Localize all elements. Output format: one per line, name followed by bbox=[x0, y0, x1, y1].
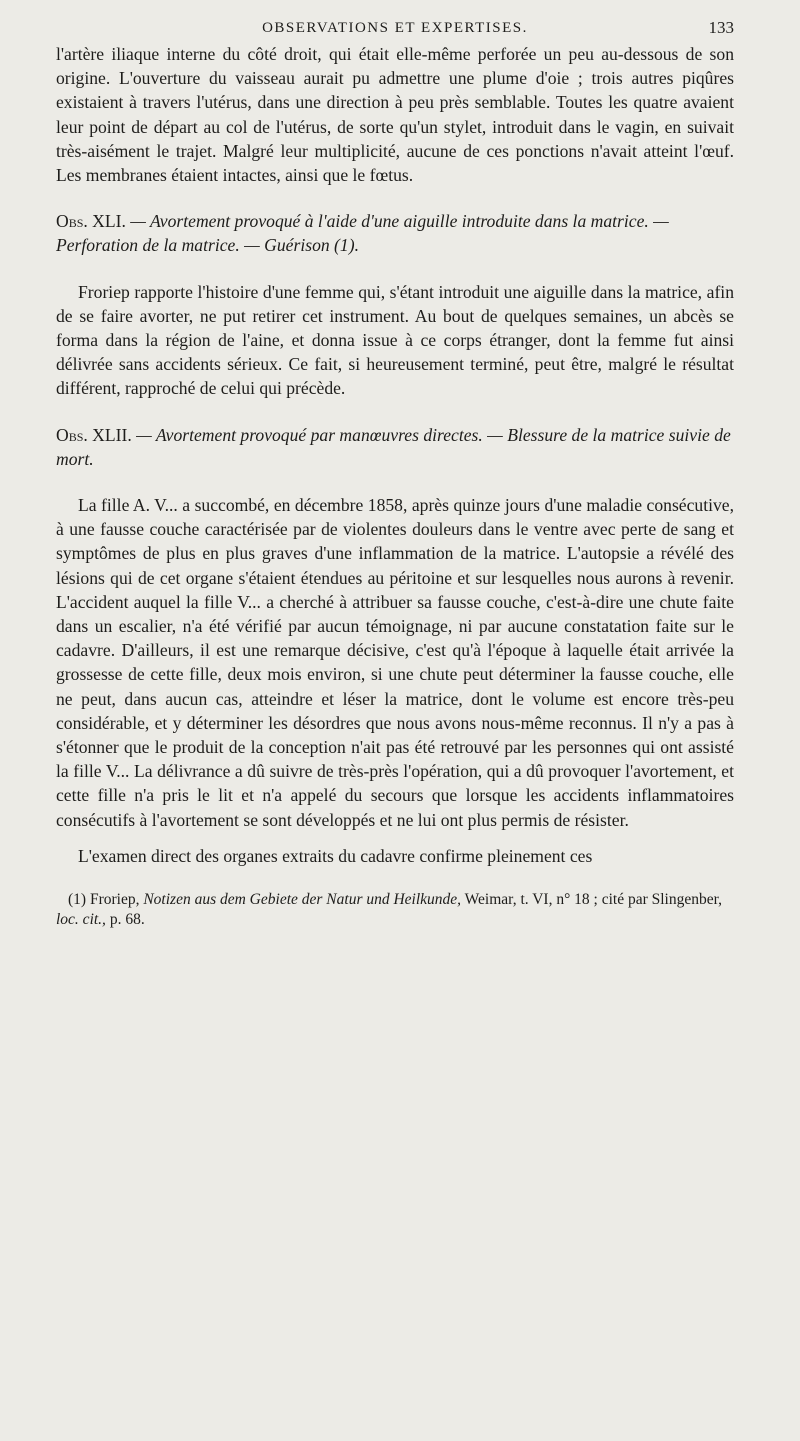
spacer bbox=[56, 258, 734, 280]
footnote-details: Weimar, t. VI, n° 18 ; cité par Slingenber, bbox=[464, 891, 723, 909]
spacer bbox=[56, 401, 734, 423]
paragraph-continuation: l'artère iliaque interne du côté droit, qui était elle-même perforée un peu au-dessous de son origine. L'ouverture du vaisseau aurait pu admettre une plume d'oie ; trois autres piqûres existaient à travers l'utérus, dans une direction à peu près semblable. Toutes les quatre avaient leur point de départ au col de l'utérus, de sorte qu'un stylet, introduit dans le vagin, en suivait très-aisément le trajet. Malgré leur multiplicité, aucune de ces ponctions n'avait atteint l'œuf. Les membranes étaient intactes, ainsi que le fœtus. bbox=[56, 44, 734, 186]
footnote-marker: (1) bbox=[68, 891, 87, 909]
footnote-author: Froriep, bbox=[89, 891, 140, 909]
paragraph-examen: L'examen direct des organes extraits du cadavre confirme pleinement ces bbox=[78, 845, 593, 866]
spacer bbox=[56, 187, 734, 209]
paragraph-froriep: Froriep rapporte l'histoire d'une femme qui, s'étant introduit une aiguille dans la matrice, afin de se faire avorter, ne put retirer cet instrument. Au bout de quelques semaines, un abcès se forma dans la région de l'aine, et donna issue à ce corps étranger, dont la femme fut ainsi délivrée sans accidents sérieux. Ce fait, si heureusement terminé, peut être, malgré le résultat différent, rapproché de celui qui précède. bbox=[56, 281, 734, 399]
footnote-work: Notizen aus dem Gebiete der Natur und Heilkunde, bbox=[143, 891, 462, 909]
spacer bbox=[56, 832, 734, 844]
observation-41-heading bbox=[56, 209, 734, 257]
observation-41-title: — Avortement provoqué à l'aide d'une aiguille introduite dans la matrice. — Perforation de la matrice. — Guérison (1). bbox=[56, 211, 669, 256]
footnote-page: p. 68. bbox=[109, 911, 145, 929]
running-header bbox=[56, 12, 734, 42]
spacer bbox=[56, 471, 734, 493]
running-title: OBSERVATIONS ET EXPERTISES. bbox=[262, 20, 528, 36]
observation-41-label: Obs. XLI. bbox=[56, 211, 126, 232]
page-number: 133 bbox=[708, 18, 734, 37]
footnote bbox=[56, 890, 734, 930]
observation-42-label: Obs. XLII. bbox=[56, 424, 132, 445]
footnote-loc: loc. cit., bbox=[56, 911, 106, 929]
paragraph-fille-v: La fille A. V... a succombé, en décembre 1858, après quinze jours d'une maladie consécutive, à une fausse couche caractérisée par de violentes douleurs dans le ventre avec perte de sang et symptômes de plus en plus graves d'une inflammation de la matrice. L'autopsie a révélé des lésions qui de cet organe s'étaient étendues au péritoine et sur lesquelles nous aurons à revenir. L'accident auquel la fille V... a cherché à attribuer sa fausse couche, c'est-à-dire une chute faite dans un escalier, n'a été vérifié par aucun témoignage, ni par aucune constatation faite sur le cadavre. D'ailleurs, il est une remarque décisive, c'est qu'à l'époque à laquelle était arrivée la grossesse de cette fille, deux mois environ, si une chute peut déterminer la fausse couche, elle ne peut, dans aucun cas, atteindre et léser la matrice, dont le volume est encore très-peu considérable, et y déterminer les désordres que nous avons nous-même reconnus. Il n'y a pas à s'étonner que le produit de la conception n'ait pas été retrouvé par les personnes qui ont assisté la fille V... La délivrance a dû suivre de très-près l'opération, qui a dû provoquer l'avortement, et cette fille n'a pris le lit et n'a appelé du secours que lorsque les accidents inflammatoires consécutifs à l'avortement se sont développés et ne lui ont plus permis de résister. bbox=[56, 495, 734, 830]
observation-42-title: — Avortement provoqué par manœuvres directes. — Blessure de la matrice suivie de mort. bbox=[56, 424, 731, 469]
observation-42-heading bbox=[56, 423, 734, 471]
